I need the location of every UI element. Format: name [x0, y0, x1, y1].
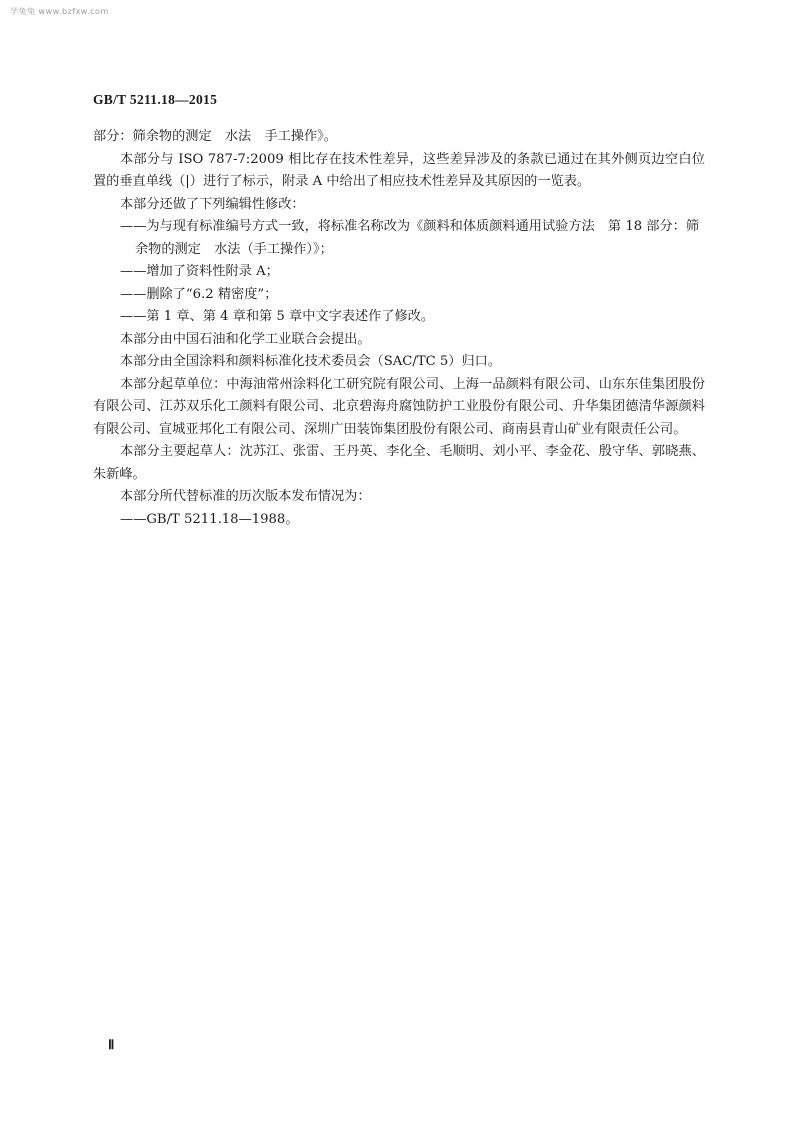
paragraph: 本部分主要起草人：沈苏江、张雷、王丹英、李化全、毛顺明、刘小平、李金花、殷守华、郭晓燕、朱新峰。	[93, 444, 705, 482]
list-item: ——删除了“6.2 精密度”；	[120, 286, 278, 302]
watermark: 学兔兔 www.bzfxw.com	[10, 7, 109, 16]
list-item: ——增加了资料性附录 A；	[120, 264, 279, 279]
paragraph: 本部分还做了下列编辑性修改：	[120, 196, 305, 212]
paragraph: 本部分所代替标准的历次版本发布情况为：	[120, 489, 371, 504]
list-item: ——GB/T 5211.18—1988。	[120, 511, 299, 527]
paragraph: 本部分起草单位：中海油常州涂料化工研究院有限公司、上海一品颜料有限公司、山东东佳集团股份有限公司、江苏双乐化工颜料有限公司、北京碧海舟腐蚀防护工业股份有限公司、升华集团德清华源颜料有限公司、宣城亚邦化工有限公司、深圳广田装饰集团股份有限公司、商南县青山矿业有限责任公司。	[93, 376, 705, 437]
document-body	[93, 126, 705, 531]
list-item: ——为与现有标准编号方式一致，将标准名称改为《颜料和体质颜料通用试验方法 第 18 部分：筛	[120, 219, 700, 234]
list-item-continuation: 余物的测定 水法（手工操作）》；	[135, 241, 333, 257]
paragraph: 本部分由全国涂料和颜料标准化技术委员会（SAC/TC 5）归口。	[120, 354, 502, 369]
paragraph: 本部分与 ISO 787-7:2009 相比存在技术性差异，这些差异涉及的条款已通过在其外侧页边空白位置的垂直单线（|）进行了标示，附录 A 中给出了相应技术性差异及其原因的一览表。	[93, 151, 705, 189]
page-number: Ⅱ	[108, 1037, 115, 1052]
paragraph: 本部分由中国石油和化学工业联合会提出。	[120, 331, 371, 347]
list-item: ——第 1 章、第 4 章和第 5 章中文字表述作了修改。	[120, 309, 435, 324]
standard-code-header: GB/T 5211.18—2015	[93, 92, 218, 107]
paragraph: 部分：筛余物的测定 水法 手工操作》。	[93, 129, 337, 144]
